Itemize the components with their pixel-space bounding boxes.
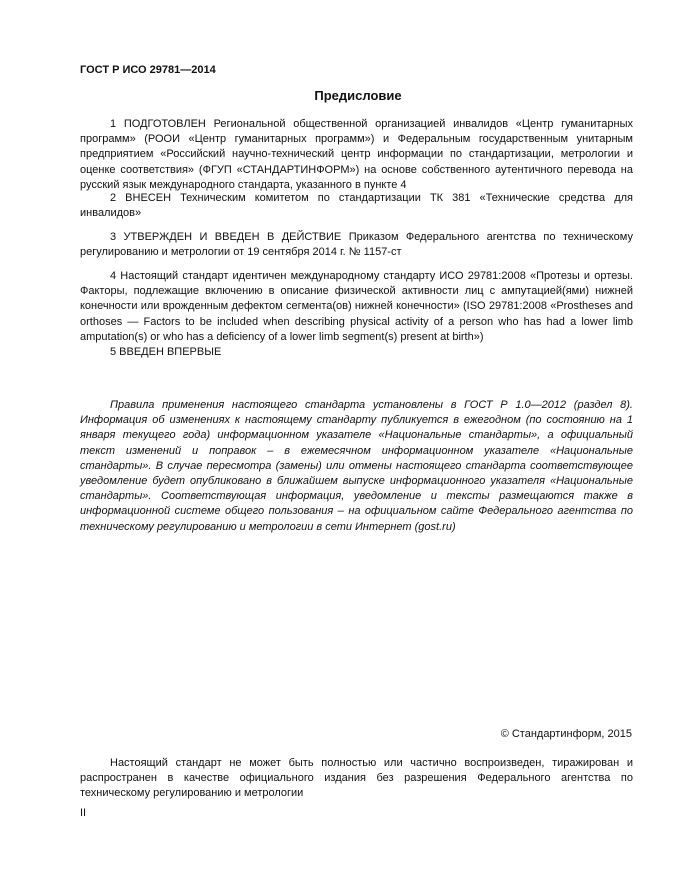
rights-notice: [80, 756, 633, 802]
notice-text: Правила применения настоящего стандарта установлены в ГОСТ Р 1.0—2012 (раздел 8). Информация об изменениях к настоящему стандарту публикуется в ежегодном (по состоянию на 1 января текущего года) информационном указателе «Национальные стандарты», а официальный текст изменений и поправок – в ежемесячном информационном указателе «Национальные стандарты». В случае пересмотра (замены) или отмены настоящего стандарта соответствующее уведомление будет опубликовано в ближайшем выпуске информационного указателя «Национальные стандарты». Соответствующая информация, уведомление и тексты размещаются также в информационной системе общего пользования – на официальном сайте Федерального агентства по техническому регулированию и метрологии в сети Интернет (gost.ru): [80, 399, 633, 533]
paragraph-5: [80, 345, 633, 360]
paragraph-4: [80, 269, 633, 345]
page-number: II: [80, 807, 87, 819]
document-code: ГОСТ Р ИСО 29781—2014: [80, 64, 216, 76]
paragraph-2: [80, 191, 633, 221]
paragraph-4-text: 4 Настоящий стандарт идентичен международному стандарту ИСО 29781:2008 «Протезы и ортезы. Факторы, подлежащие включению в описание физической активности лиц с ампутацией(ями) нижней конечности или врожденным дефектом сегмента(ов) нижней конечности» (ISO 29781:2008 «Prostheses and orthoses — Factors to be included when describing physical activity of a person who has had a lower limb amputation(s) or who has a deficiency of a lower limb segment(s) present at birth»): [80, 270, 633, 343]
paragraph-3: [80, 230, 633, 260]
paragraph-2-text: 2 ВНЕСЕН Техническим комитетом по стандартизации ТК 381 «Технические средства для инвалидов»: [80, 192, 633, 220]
paragraph-5-text: 5 ВВЕДЕН ВПЕРВЫЕ: [110, 346, 222, 358]
rights-text: Настоящий стандарт не может быть полностью или частично воспроизведен, тиражирован и распространен в качестве официального издания без разрешения Федерального агентства по техническому регулированию и метрологии: [80, 757, 633, 800]
page-title: Предисловие: [314, 88, 402, 103]
notice-block: [80, 398, 633, 535]
paragraph-3-text: 3 УТВЕРЖДЕН И ВВЕДЕН В ДЕЙСТВИЕ Приказом Федерального агентства по техническому регулированию и метрологии от 19 сентября 2014 г. № 1157-ст: [80, 231, 633, 259]
copyright: © Стандартинформ, 2015: [500, 728, 632, 740]
paragraph-1-text: 1 ПОДГОТОВЛЕН Региональной общественной организацией инвалидов «Центр гуманитарных программ» (РООИ «Центр гуманитарных программ») и Федеральным государственным унитарным предприятием «Российский научно-технический центр информации по стандартизации, метрологии и оценке соответствия» (ФГУП «СТАНДАРТИНФОРМ») на основе собственного аутентичного перевода на русский язык международного стандарта, указанного в пункте 4: [80, 118, 633, 191]
paragraph-1: [80, 117, 633, 193]
